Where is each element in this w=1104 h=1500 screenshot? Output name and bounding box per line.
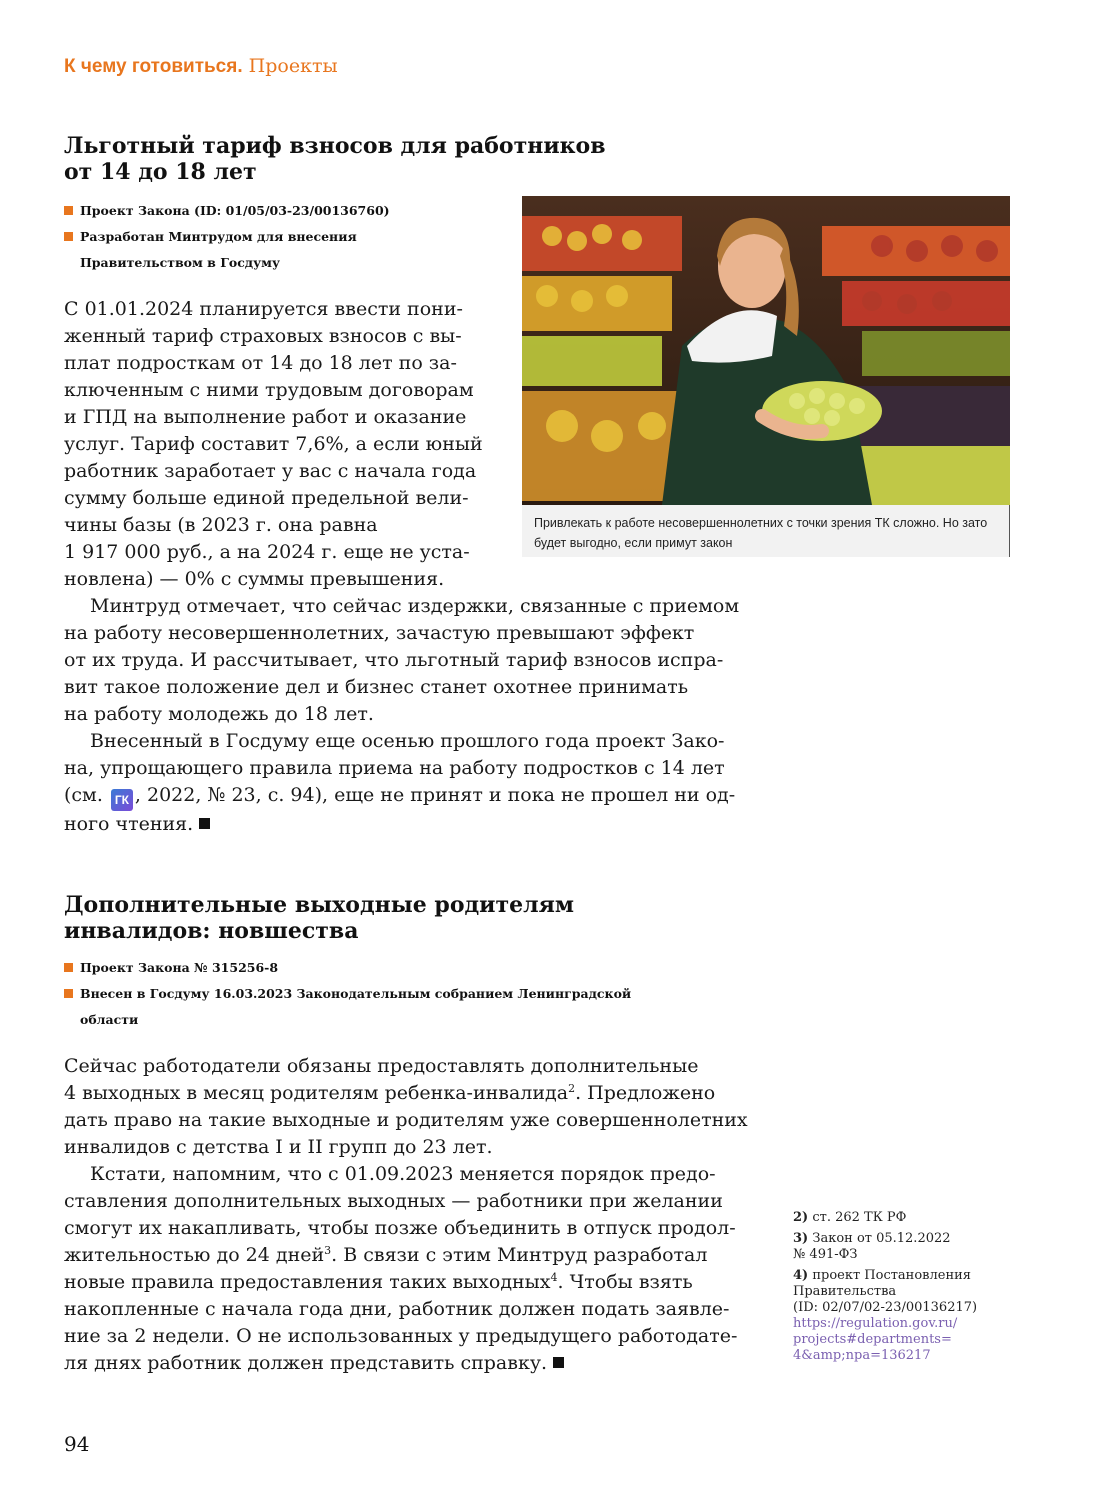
footnote-number: 3) (793, 1231, 809, 1246)
footnotes (793, 1210, 993, 1369)
footnote-ref: 2 (568, 1082, 576, 1095)
article1-title-line1: Льготный тариф взносов для работников (64, 133, 606, 159)
url-part: https://regulation.gov.ru/ (793, 1316, 958, 1331)
footnote-text: Правительства (793, 1284, 897, 1299)
body-line: чины базы (в 2023 г. она равна (64, 514, 378, 536)
body-line: ние за 2 недели. О не использованных у предыдущего работодате- (64, 1325, 738, 1347)
body-line: ключенным с ними трудовым договорам (64, 379, 474, 401)
body-text: . Предложено (575, 1082, 716, 1104)
article2-meta (64, 955, 631, 1033)
body-line: работник заработает у вас с начала года (64, 460, 477, 482)
last-line-text: ного чтения. (64, 813, 194, 835)
footnote-2 (793, 1210, 993, 1226)
body-text: . Чтобы взять (557, 1271, 693, 1293)
body-text: 4 выходных в месяц родителям ребенка-инвалида (64, 1082, 569, 1104)
body-line: услуг. Тариф составит 7,6%, а если юный (64, 433, 483, 455)
article2-title-line2: инвалидов: новшества (64, 918, 359, 944)
article1-title (64, 133, 605, 185)
running-header (64, 55, 338, 78)
body-line: плат подросткам от 14 до 18 лет по за- (64, 352, 457, 374)
footnote-text: № 491-ФЗ (793, 1247, 858, 1262)
body-line (64, 1269, 748, 1296)
footnote-text: ст. 262 ТК РФ (812, 1210, 907, 1225)
end-mark-icon (553, 1357, 564, 1368)
body-line: инвалидов с детства I и II групп до 23 лет. (64, 1136, 493, 1158)
gk-magazine-icon[interactable]: ГК (111, 789, 133, 811)
footnote-link[interactable] (793, 1316, 957, 1363)
body-line: на работу молодежь до 18 лет. (64, 703, 374, 725)
footnote-text: проект Постановления (812, 1268, 971, 1283)
body-line: от их труда. И рассчитывает, что льготный тариф взносов испра- (64, 649, 724, 671)
body-line: новлена) — 0% с суммы превышения. (64, 568, 445, 590)
rubric-label: Проекты (248, 55, 338, 77)
last-line-text: ля днях работник должен представить справку. (64, 1352, 548, 1374)
body-line: Кстати, напомним, что с 01.09.2023 меняется порядок предо- (90, 1163, 716, 1185)
body-text: . В связи с этим Минтруд разработал (331, 1244, 708, 1266)
article2-meta-origin-cont: области (80, 1012, 139, 1027)
body-line: дать право на такие выходные и родителям уже совершеннолетних (64, 1109, 748, 1131)
girl-with-grapes-illustration (522, 196, 1010, 505)
body-line: Внесенный в Госдуму еще осенью прошлого года проект Зако- (90, 730, 725, 752)
footnote-text: Закон от 05.12.2022 (812, 1231, 951, 1246)
body-line: Сейчас работодатели обязаны предоставлять дополнительные (64, 1055, 699, 1077)
article1-meta-origin-cont: Правительством в Госдуму (80, 255, 280, 270)
footnote-3 (793, 1231, 993, 1263)
body-line: и ГПД на выполнение работ и оказание (64, 406, 467, 428)
body-line: накопленные с начала года дни, работник должен подать заявле- (64, 1298, 730, 1320)
body-line: на работу несовершеннолетних, зачастую превышают эффект (64, 622, 695, 644)
body-line: на, упрощающего правила приема на работу подростков с 14 лет (64, 757, 725, 779)
body-line: С 01.01.2024 планируется ввести пони- (64, 298, 463, 320)
body-line-reference (64, 782, 739, 811)
body-line: Минтруд отмечает, что сейчас издержки, связанные с приемом (90, 595, 740, 617)
footnote-number: 4) (793, 1268, 809, 1283)
body-line: 1 917 000 руб., а на 2024 г. еще не уста- (64, 541, 470, 563)
article2-title-line1: Дополнительные выходные родителям (64, 892, 574, 918)
article2-title (64, 892, 574, 944)
ref-suffix: , 2022, № 23, с. 94), еще не принят и пока не прошел ни од- (134, 784, 736, 806)
article2-meta-project: Проект Закона № 315256-8 (80, 960, 279, 975)
body-line-last (64, 811, 739, 838)
article2-meta-origin: Внесен в Госдуму 16.03.2023 Законодательным собранием Ленинградской (80, 986, 632, 1001)
article1-meta (64, 198, 390, 276)
footnote-text: (ID: 02/07/02-23/00136217) (793, 1300, 978, 1315)
caption-line1: Привлекать к работе несовершеннолетних с точки зрения ТК сложно. Но зато (534, 516, 988, 530)
article1-meta-origin: Разработан Минтрудом для внесения (80, 229, 357, 244)
footnote-number: 2) (793, 1210, 809, 1225)
body-line (64, 1080, 748, 1107)
body-line (64, 1242, 748, 1269)
body-line: вит такое положение дел и бизнес станет охотнее принимать (64, 676, 689, 698)
footnote-4 (793, 1268, 993, 1364)
article-photo (522, 196, 1010, 505)
page-number: 94 (64, 1432, 90, 1456)
bullet-square-icon (64, 232, 73, 241)
body-text: жительностью до 24 дней (64, 1244, 325, 1266)
url-part: projects#departments= (793, 1332, 952, 1347)
body-line: ставления дополнительных выходных — работники при желании (64, 1190, 723, 1212)
photo-caption (522, 505, 1010, 557)
ref-prefix: (см. (64, 784, 103, 806)
article1-title-line2: от 14 до 18 лет (64, 159, 257, 185)
footnote-ref: 4 (550, 1271, 558, 1284)
bullet-square-icon (64, 206, 73, 215)
body-line-last (64, 1350, 748, 1377)
section-label: К чему готовиться. (64, 56, 243, 77)
bullet-square-icon (64, 989, 73, 998)
footnote-ref: 3 (324, 1244, 332, 1257)
body-line: сумму больше единой предельной вели- (64, 487, 469, 509)
end-mark-icon (199, 818, 210, 829)
article1-meta-project: Проект Закона (ID: 01/05/03-23/00136760) (80, 203, 390, 218)
body-line: женный тариф страховых взносов с вы- (64, 325, 462, 347)
url-part: 4&amp;npa=136217 (793, 1348, 931, 1363)
caption-line2: будет выгодно, если примут закон (534, 536, 733, 550)
article2-body (64, 1053, 748, 1377)
body-text: новые правила предоставления таких выходных (64, 1271, 551, 1293)
body-line: смогут их накапливать, чтобы позже объединить в отпуск продол- (64, 1217, 736, 1239)
bullet-square-icon (64, 963, 73, 972)
